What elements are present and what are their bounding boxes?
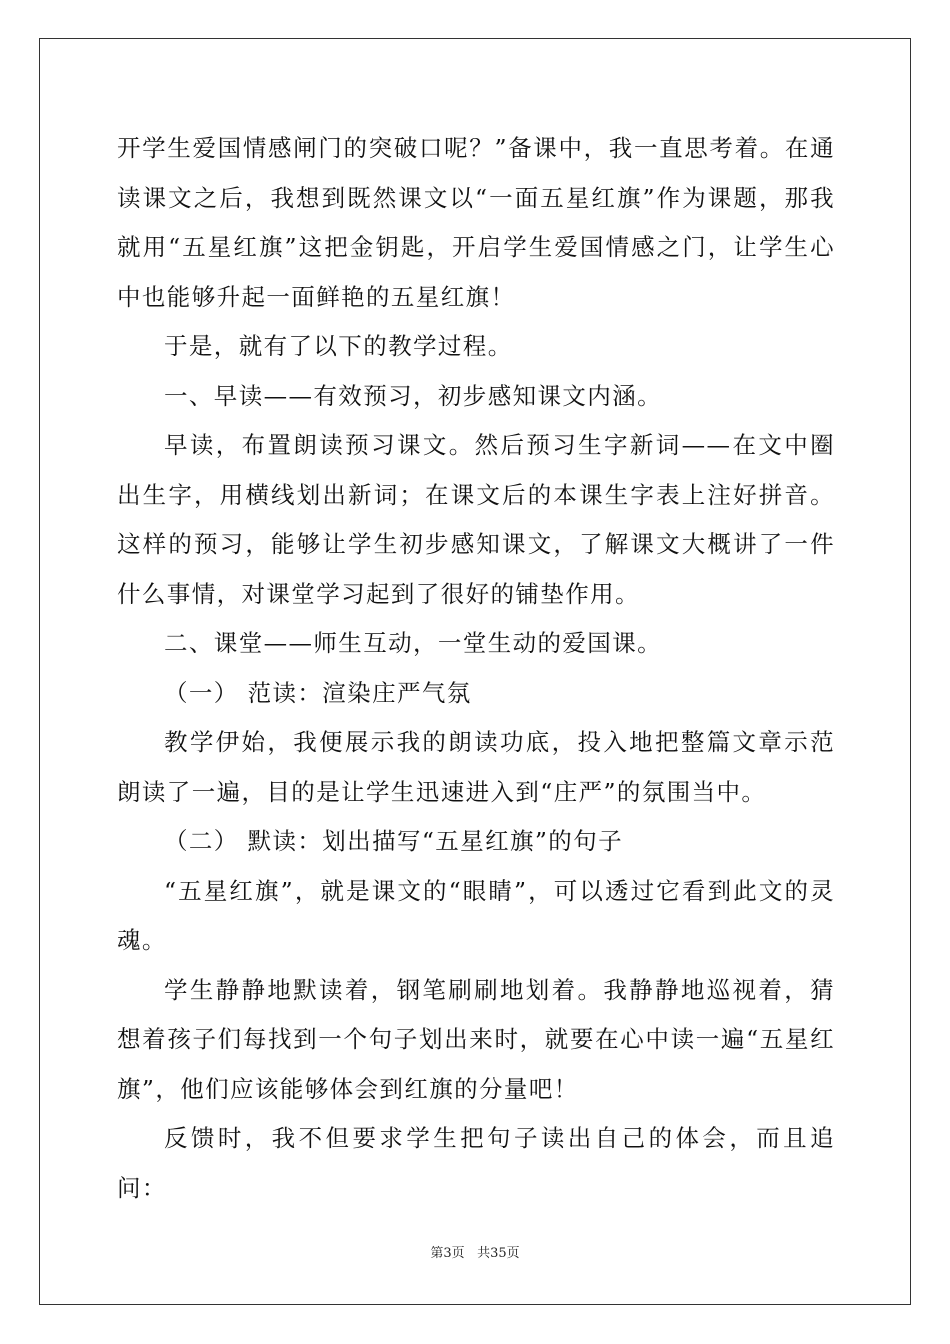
paragraph-7: 反馈时，我不但要求学生把句子读出自己的体会，而且追问：	[117, 1124, 835, 1202]
section-heading-1: 一、早读——有效预习，初步感知课文内涵。	[164, 381, 662, 410]
subsection-heading-2: （二） 默读：划出描写“五星红旗”的句子	[164, 827, 623, 855]
page-footer	[0, 1245, 950, 1263]
paragraph-5: “五星红旗”，就是课文的“眼睛”，可以透过它看到此文的灵魂。	[117, 876, 835, 954]
paragraph-2: 于是，就有了以下的教学过程。	[164, 332, 513, 360]
document-body	[117, 124, 835, 1213]
subsection-heading-1: （一） 范读：渲染庄严气氛	[164, 678, 472, 707]
page-number: 第3页	[430, 1246, 465, 1261]
paragraph-6: 学生静静地默读着，钢笔刷刷地划着。我静静地巡视着，猜想着孩子们每找到一个句子划出来时，就要在心中读一遍“五星红旗”，他们应该能够体会到红旗的分量吧！	[117, 975, 835, 1103]
page-total: 共35页	[477, 1246, 520, 1261]
paragraph-1: 开学生爱国情感闸门的突破口呢？”备课中，我一直思考着。在通读课文之后，我想到既然课文以“一面五星红旗”作为课题，那我就用“五星红旗”这把金钥匙，开启学生爱国情感之门，让学生心中也能够升起一面鲜艳的五星红旗！	[117, 134, 835, 311]
section-heading-2: 二、课堂——师生互动，一堂生动的爱国课。	[164, 629, 662, 657]
paragraph-4: 教学伊始，我便展示我的朗读功底，投入地把整篇文章示范朗读了一遍，目的是让学生迅速进入到“庄严”的氛围当中。	[117, 728, 835, 806]
paragraph-3: 早读，布置朗读预习课文。然后预习生字新词——在文中圈出生字，用横线划出新词；在课文后的本课生字表上注好拼音。这样的预习，能够让学生初步感知课文，了解课文大概讲了一件什么事情，对课堂学习起到了很好的铺垫作用。	[117, 431, 835, 608]
